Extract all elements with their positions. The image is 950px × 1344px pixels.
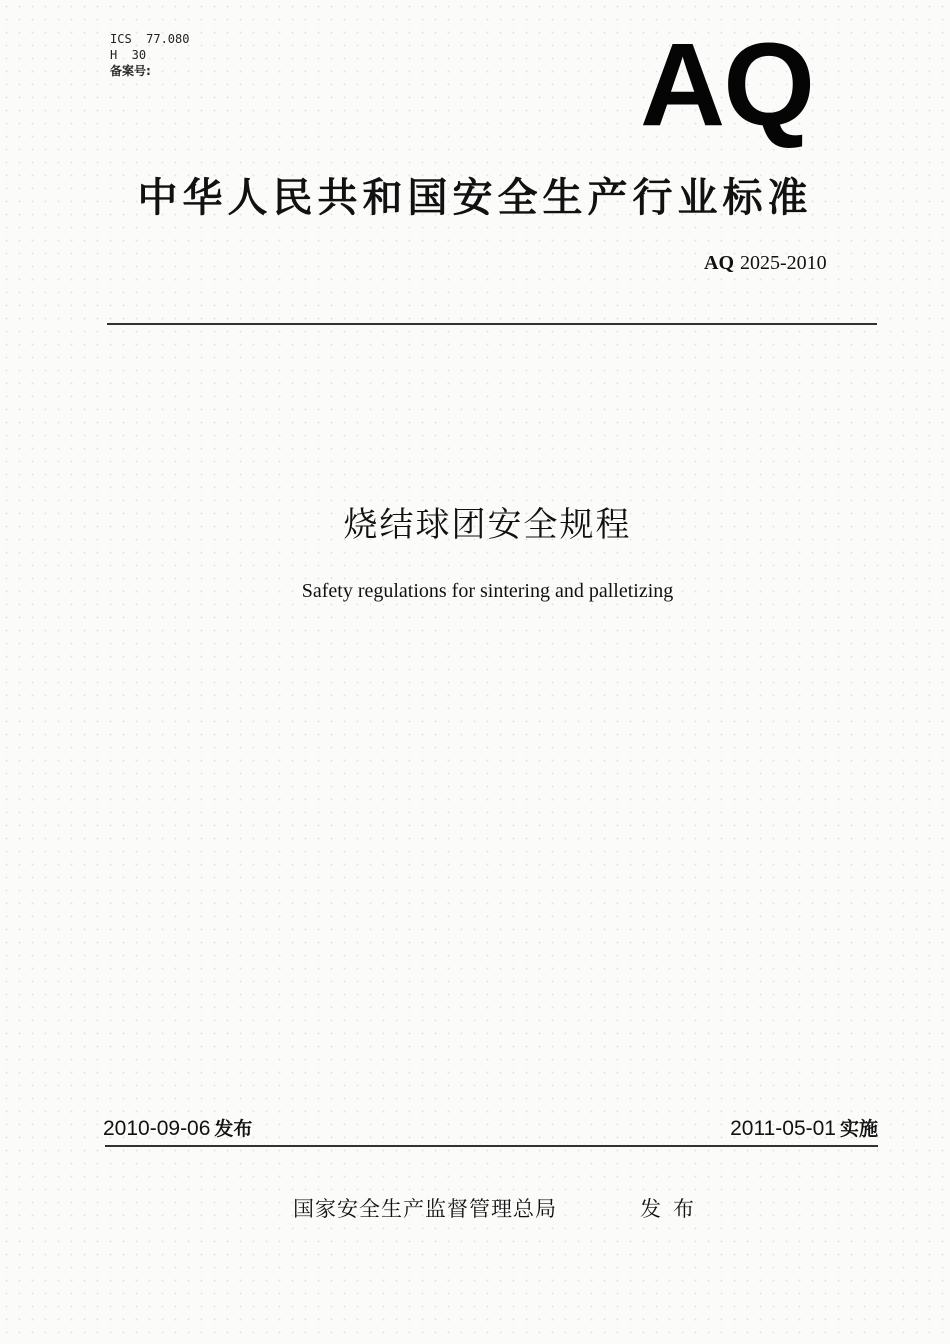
document-title-en: Safety regulations for sintering and palletizing — [301, 580, 674, 602]
top-divider — [107, 323, 877, 325]
issue-label: 发布 — [214, 1118, 253, 1140]
publish-label: 发布 — [640, 1197, 706, 1221]
classification-block — [110, 31, 189, 79]
document-title-cn: 烧结球团安全规程 — [343, 505, 632, 545]
ics-code: ICS 77.080 — [110, 32, 190, 46]
record-number-label: 备案号: — [110, 64, 151, 78]
bottom-divider — [105, 1145, 878, 1147]
effective-date-block — [730, 1114, 878, 1141]
organization-title: 中华人民共和国安全生产行业标准 — [137, 175, 813, 221]
publisher-name: 国家安全生产监督管理总局 — [293, 1197, 557, 1221]
effective-label: 实施 — [839, 1118, 878, 1140]
standard-code-number: 2025-2010 — [740, 252, 827, 274]
issue-date-block — [103, 1114, 252, 1141]
issue-date: 2010-09-06 — [103, 1117, 211, 1140]
standard-code-prefix: AQ — [704, 252, 734, 274]
standard-code — [704, 252, 827, 275]
effective-date: 2011-05-01 — [730, 1117, 836, 1140]
category-code: H 30 — [110, 48, 147, 62]
aq-logo: AQ — [640, 19, 813, 151]
